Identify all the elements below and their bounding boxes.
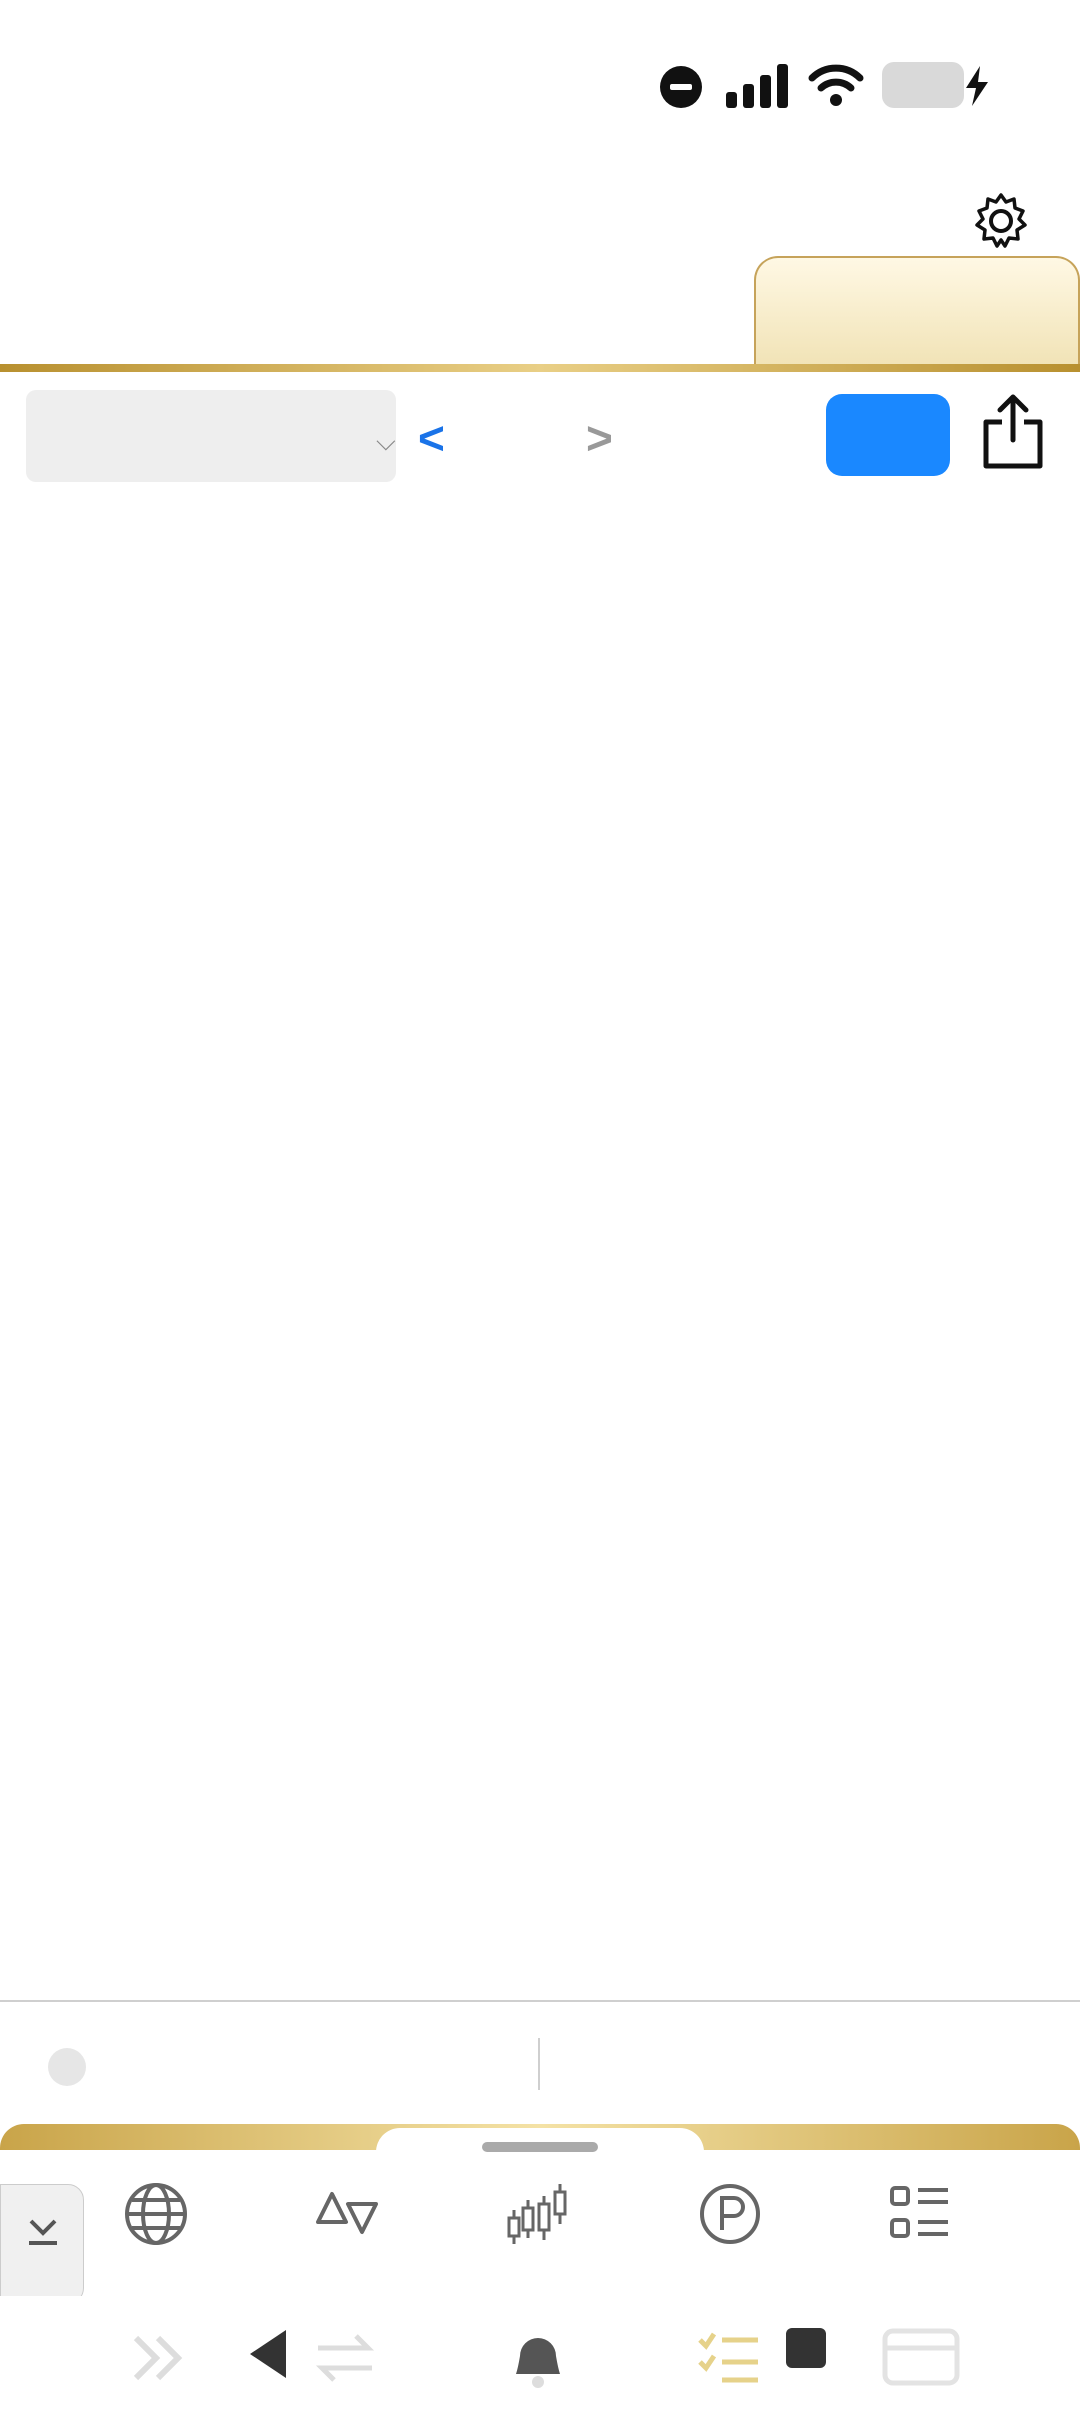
- switch-arrows-icon[interactable]: [312, 2328, 378, 2388]
- summary-label-badge: [48, 2048, 86, 2086]
- order-list-icon: [886, 2180, 954, 2248]
- globe-icon: [122, 2180, 190, 2248]
- wifi-icon: [808, 62, 864, 108]
- summary-separator: [538, 2038, 540, 2090]
- history-tabs: [0, 256, 1080, 372]
- tab-trade-calendar[interactable]: [754, 256, 1080, 366]
- chevron-down-line-icon: [23, 2211, 63, 2251]
- nav-position[interactable]: [640, 2180, 820, 2300]
- bell-icon[interactable]: [506, 2328, 570, 2392]
- drawer-handle[interactable]: [482, 2142, 598, 2152]
- do-not-disturb-icon: [660, 66, 702, 108]
- month-selector[interactable]: [26, 390, 396, 482]
- card-icon[interactable]: [882, 2328, 960, 2386]
- back-triangle-icon[interactable]: [246, 2328, 290, 2380]
- status-bar: [0, 0, 1080, 170]
- summary-divider: [0, 2000, 1080, 2002]
- nav-chart[interactable]: [448, 2180, 628, 2300]
- checklist-icon[interactable]: [696, 2328, 762, 2388]
- fast-forward-icon[interactable]: [128, 2328, 188, 2388]
- chevron-right-icon: >: [586, 412, 613, 464]
- chevron-down-icon: ⌵: [376, 426, 396, 456]
- tab-underline: [0, 364, 1080, 372]
- share-icon[interactable]: [978, 392, 1048, 472]
- nav-rate[interactable]: [256, 2180, 436, 2300]
- cellular-signal-icon: [726, 64, 788, 108]
- stop-square-icon[interactable]: [786, 2328, 826, 2368]
- nav-info[interactable]: [66, 2180, 246, 2300]
- nav-order-list[interactable]: [830, 2180, 1010, 2300]
- charging-bolt-icon: [962, 66, 992, 106]
- chevron-left-icon: <: [418, 412, 445, 464]
- rate-triangles-icon: [312, 2180, 380, 2248]
- previous-month-button[interactable]: [418, 398, 445, 478]
- candlestick-chart-icon: [504, 2180, 572, 2248]
- settings-gear-icon[interactable]: [970, 190, 1032, 252]
- monthly-view-button[interactable]: [826, 394, 950, 476]
- position-p-icon: [696, 2180, 764, 2248]
- battery-indicator: [882, 62, 964, 108]
- next-month-button[interactable]: [586, 398, 613, 478]
